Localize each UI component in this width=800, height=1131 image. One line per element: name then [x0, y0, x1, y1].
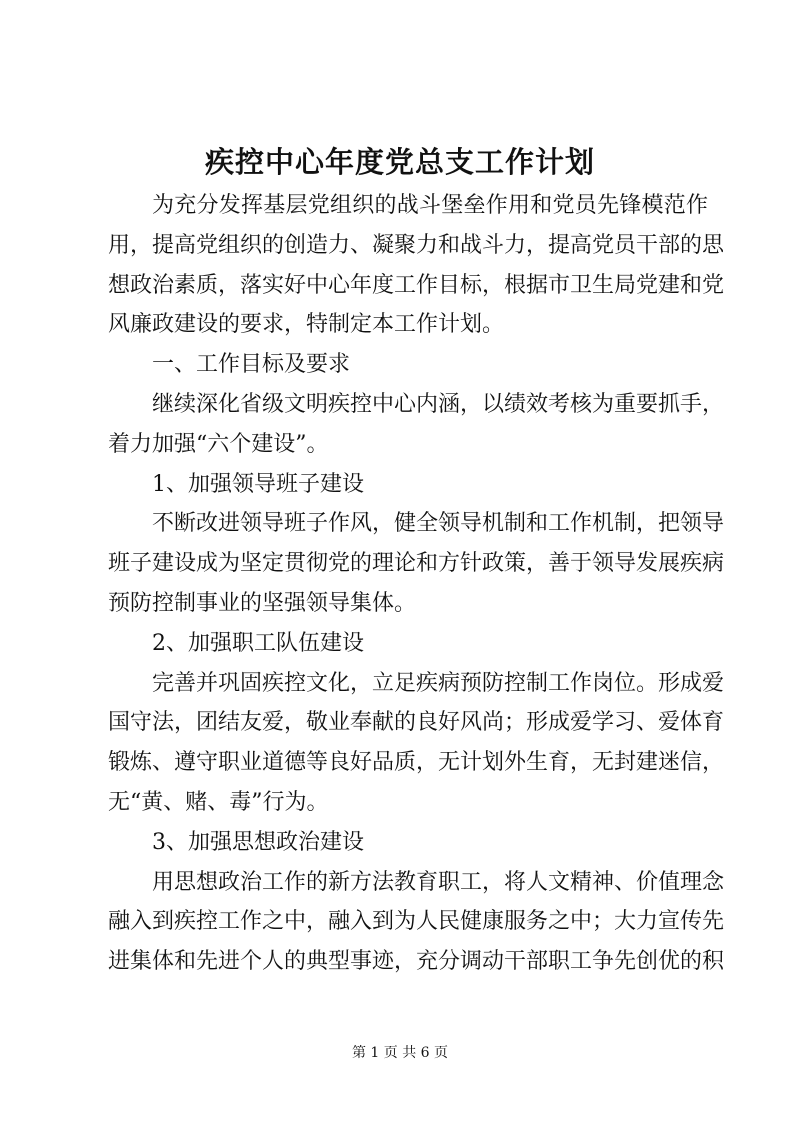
text-line: 不断改进领导班子作风，健全领导机制和工作机制，把领导: [152, 511, 725, 537]
subsection-heading: 2、加强职工队伍建设: [152, 630, 364, 656]
text-line: 进集体和先进个人的典型事迹，充分调动干部职工争先创优的积: [108, 949, 725, 975]
text-line: 着力加强“六个建设”。: [108, 431, 329, 457]
text-line: 班子建设成为坚定贯彻党的理论和方针政策，善于领导发展疾病: [108, 551, 725, 577]
text-line: 用，提高党组织的创造力、凝聚力和战斗力，提高党员干部的思: [108, 232, 725, 258]
text-line: 融入到疾控工作之中，融入到为人民健康服务之中；大力宣传先: [108, 909, 725, 935]
page-title: 疾控中心年度党总支工作计划: [204, 145, 595, 179]
text-line: 完善并巩固疾控文化，立足疾病预防控制工作岗位。形成爱: [152, 670, 725, 696]
text-line: 无“黄、赌、毒”行为。: [108, 789, 329, 815]
subsection-heading: 1、加强领导班子建设: [152, 471, 364, 497]
text-line: 用思想政治工作的新方法教育职工，将人文精神、价值理念: [152, 869, 725, 895]
text-line: 风廉政建设的要求，特制定本工作计划。: [108, 312, 505, 338]
subsection-heading: 3、加强思想政治建设: [152, 829, 364, 855]
text-line: 为充分发挥基层党组织的战斗堡垒作用和党员先锋模范作: [152, 193, 708, 218]
text-line: 预防控制事业的坚强领导集体。: [108, 590, 417, 616]
document-body: [108, 186, 725, 982]
page-footer: 第 1 页 共 6 页: [351, 1045, 449, 1061]
text-line: 继续深化省级文明疾控中心内涵，以绩效考核为重要抓手，: [152, 391, 725, 417]
section-heading: 一、工作目标及要求: [152, 352, 351, 378]
text-line: 想政治素质，落实好中心年度工作目标，根据市卫生局党建和党: [108, 272, 725, 298]
text-line: 国守法，团结友爱，敬业奉献的良好风尚；形成爱学习、爱体育: [108, 710, 725, 736]
text-line: 锻炼、遵守职业道德等良好品质，无计划外生育，无封建迷信，: [108, 750, 725, 776]
